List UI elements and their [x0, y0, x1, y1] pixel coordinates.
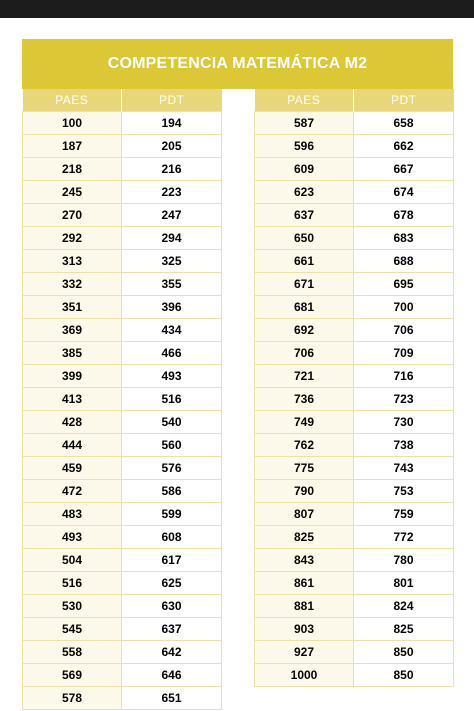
- paes-score-cell: 903: [255, 618, 354, 641]
- table-row: [255, 296, 454, 319]
- table-row: [255, 549, 454, 572]
- table-row: [23, 687, 222, 710]
- table-row: [23, 181, 222, 204]
- header-row: [255, 89, 454, 112]
- paes-score-cell: 483: [23, 503, 122, 526]
- table-row: [23, 572, 222, 595]
- table-row: [23, 526, 222, 549]
- table-row: [255, 411, 454, 434]
- table-row: [255, 250, 454, 273]
- pdt-score-cell: 850: [354, 641, 454, 664]
- pdt-score-cell: 625: [122, 572, 222, 595]
- paes-score-cell: 444: [23, 434, 122, 457]
- table-row: [255, 135, 454, 158]
- paes-score-cell: 623: [255, 181, 354, 204]
- pdt-score-cell: 434: [122, 319, 222, 342]
- table-row: [255, 365, 454, 388]
- pdt-score-cell: 576: [122, 457, 222, 480]
- table-row: [23, 457, 222, 480]
- paes-score-cell: 313: [23, 250, 122, 273]
- pdt-score-cell: 396: [122, 296, 222, 319]
- pdt-score-cell: 759: [354, 503, 454, 526]
- pdt-score-cell: 709: [354, 342, 454, 365]
- paes-score-cell: 650: [255, 227, 354, 250]
- paes-score-cell: 825: [255, 526, 354, 549]
- table-row: [23, 227, 222, 250]
- paes-score-cell: 493: [23, 526, 122, 549]
- paes-score-cell: 428: [23, 411, 122, 434]
- paes-score-cell: 530: [23, 595, 122, 618]
- paes-score-cell: 736: [255, 388, 354, 411]
- pdt-score-cell: 637: [122, 618, 222, 641]
- paes-column-header: PAES: [255, 89, 354, 112]
- pdt-score-cell: 646: [122, 664, 222, 687]
- pdt-score-cell: 695: [354, 273, 454, 296]
- paes-score-cell: 807: [255, 503, 354, 526]
- pdt-score-cell: 247: [122, 204, 222, 227]
- table-row: [255, 158, 454, 181]
- paes-score-cell: 596: [255, 135, 354, 158]
- paes-score-cell: 578: [23, 687, 122, 710]
- table-row: [23, 365, 222, 388]
- paes-score-cell: 749: [255, 411, 354, 434]
- pdt-score-cell: 560: [122, 434, 222, 457]
- paes-score-cell: 762: [255, 434, 354, 457]
- pdt-score-cell: 824: [354, 595, 454, 618]
- table-row: [255, 434, 454, 457]
- table-row: [23, 273, 222, 296]
- paes-score-cell: 369: [23, 319, 122, 342]
- pdt-score-cell: 730: [354, 411, 454, 434]
- table-row: [255, 503, 454, 526]
- pdt-score-cell: 738: [354, 434, 454, 457]
- pdt-score-cell: 599: [122, 503, 222, 526]
- paes-score-cell: 218: [23, 158, 122, 181]
- table-row: [23, 618, 222, 641]
- paes-score-cell: 558: [23, 641, 122, 664]
- paes-score-cell: 692: [255, 319, 354, 342]
- paes-score-cell: 661: [255, 250, 354, 273]
- paes-score-cell: 609: [255, 158, 354, 181]
- paes-score-cell: 504: [23, 549, 122, 572]
- table-row: [255, 181, 454, 204]
- paes-score-cell: 1000: [255, 664, 354, 687]
- pdt-score-cell: 716: [354, 365, 454, 388]
- paes-score-cell: 332: [23, 273, 122, 296]
- pdt-score-cell: 608: [122, 526, 222, 549]
- table-row: [23, 204, 222, 227]
- paes-score-cell: 637: [255, 204, 354, 227]
- table-row: [23, 158, 222, 181]
- header-row: [23, 89, 222, 112]
- table-row: [23, 319, 222, 342]
- pdt-column-header: PDT: [354, 89, 454, 112]
- top-bar: [0, 0, 474, 18]
- table-row: [255, 227, 454, 250]
- pdt-score-cell: 194: [122, 112, 222, 135]
- pdt-score-cell: 325: [122, 250, 222, 273]
- pdt-score-cell: 850: [354, 664, 454, 687]
- pdt-score-cell: 723: [354, 388, 454, 411]
- table-row: [255, 342, 454, 365]
- pdt-score-cell: 780: [354, 549, 454, 572]
- paes-score-cell: 706: [255, 342, 354, 365]
- table-row: [255, 526, 454, 549]
- pdt-score-cell: 678: [354, 204, 454, 227]
- table-row: [255, 273, 454, 296]
- table-row: [255, 480, 454, 503]
- paes-score-cell: 100: [23, 112, 122, 135]
- paes-score-cell: 385: [23, 342, 122, 365]
- table-row: [23, 503, 222, 526]
- table-row: [255, 595, 454, 618]
- table-row: [255, 319, 454, 342]
- pdt-score-cell: 743: [354, 457, 454, 480]
- pdt-column-header: PDT: [122, 89, 222, 112]
- pdt-score-cell: 662: [354, 135, 454, 158]
- pdt-score-cell: 801: [354, 572, 454, 595]
- pdt-score-cell: 683: [354, 227, 454, 250]
- table-row: [255, 457, 454, 480]
- table-row: [23, 342, 222, 365]
- pdt-score-cell: 658: [354, 112, 454, 135]
- paes-score-cell: 351: [23, 296, 122, 319]
- conversion-table-left: [22, 89, 222, 710]
- paes-score-cell: 861: [255, 572, 354, 595]
- paes-score-cell: 569: [23, 664, 122, 687]
- paes-score-cell: 187: [23, 135, 122, 158]
- paes-score-cell: 245: [23, 181, 122, 204]
- table-row: [255, 112, 454, 135]
- paes-score-cell: 681: [255, 296, 354, 319]
- pdt-score-cell: 772: [354, 526, 454, 549]
- paes-score-cell: 721: [255, 365, 354, 388]
- paes-score-cell: 671: [255, 273, 354, 296]
- table-row: [23, 250, 222, 273]
- table-row: [23, 641, 222, 664]
- pdt-score-cell: 466: [122, 342, 222, 365]
- paes-score-cell: 545: [23, 618, 122, 641]
- table-row: [255, 618, 454, 641]
- table-row: [23, 595, 222, 618]
- paes-score-cell: 587: [255, 112, 354, 135]
- pdt-score-cell: 630: [122, 595, 222, 618]
- page-title: COMPETENCIA MATEMÁTICA M2: [107, 55, 368, 72]
- pdt-score-cell: 586: [122, 480, 222, 503]
- pdt-score-cell: 540: [122, 411, 222, 434]
- paes-score-cell: 270: [23, 204, 122, 227]
- pdt-score-cell: 706: [354, 319, 454, 342]
- table-row: [255, 204, 454, 227]
- paes-score-cell: 413: [23, 388, 122, 411]
- table-row: [255, 641, 454, 664]
- table-row: [23, 411, 222, 434]
- table-row: [23, 549, 222, 572]
- paes-score-cell: 790: [255, 480, 354, 503]
- paes-score-cell: 459: [23, 457, 122, 480]
- table-row: [23, 388, 222, 411]
- pdt-score-cell: 493: [122, 365, 222, 388]
- pdt-score-cell: 223: [122, 181, 222, 204]
- paes-score-cell: 292: [23, 227, 122, 250]
- pdt-score-cell: 294: [122, 227, 222, 250]
- paes-score-cell: 399: [23, 365, 122, 388]
- table-row: [23, 296, 222, 319]
- table-row: [255, 664, 454, 687]
- table-row: [255, 572, 454, 595]
- pdt-score-cell: 516: [122, 388, 222, 411]
- table-row: [23, 480, 222, 503]
- paes-score-cell: 775: [255, 457, 354, 480]
- table-row: [23, 112, 222, 135]
- table-row: [23, 664, 222, 687]
- pdt-score-cell: 674: [354, 181, 454, 204]
- title-banner: [22, 39, 453, 89]
- pdt-score-cell: 651: [122, 687, 222, 710]
- conversion-table-right: [254, 89, 454, 687]
- paes-column-header: PAES: [23, 89, 122, 112]
- paes-score-cell: 472: [23, 480, 122, 503]
- pdt-score-cell: 642: [122, 641, 222, 664]
- paes-score-cell: 881: [255, 595, 354, 618]
- pdt-score-cell: 617: [122, 549, 222, 572]
- table-row: [255, 388, 454, 411]
- paes-score-cell: 843: [255, 549, 354, 572]
- pdt-score-cell: 753: [354, 480, 454, 503]
- pdt-score-cell: 688: [354, 250, 454, 273]
- table-row: [23, 434, 222, 457]
- pdt-score-cell: 216: [122, 158, 222, 181]
- pdt-score-cell: 825: [354, 618, 454, 641]
- table-row: [23, 135, 222, 158]
- paes-score-cell: 927: [255, 641, 354, 664]
- pdt-score-cell: 205: [122, 135, 222, 158]
- pdt-score-cell: 700: [354, 296, 454, 319]
- pdt-score-cell: 355: [122, 273, 222, 296]
- paes-score-cell: 516: [23, 572, 122, 595]
- pdt-score-cell: 667: [354, 158, 454, 181]
